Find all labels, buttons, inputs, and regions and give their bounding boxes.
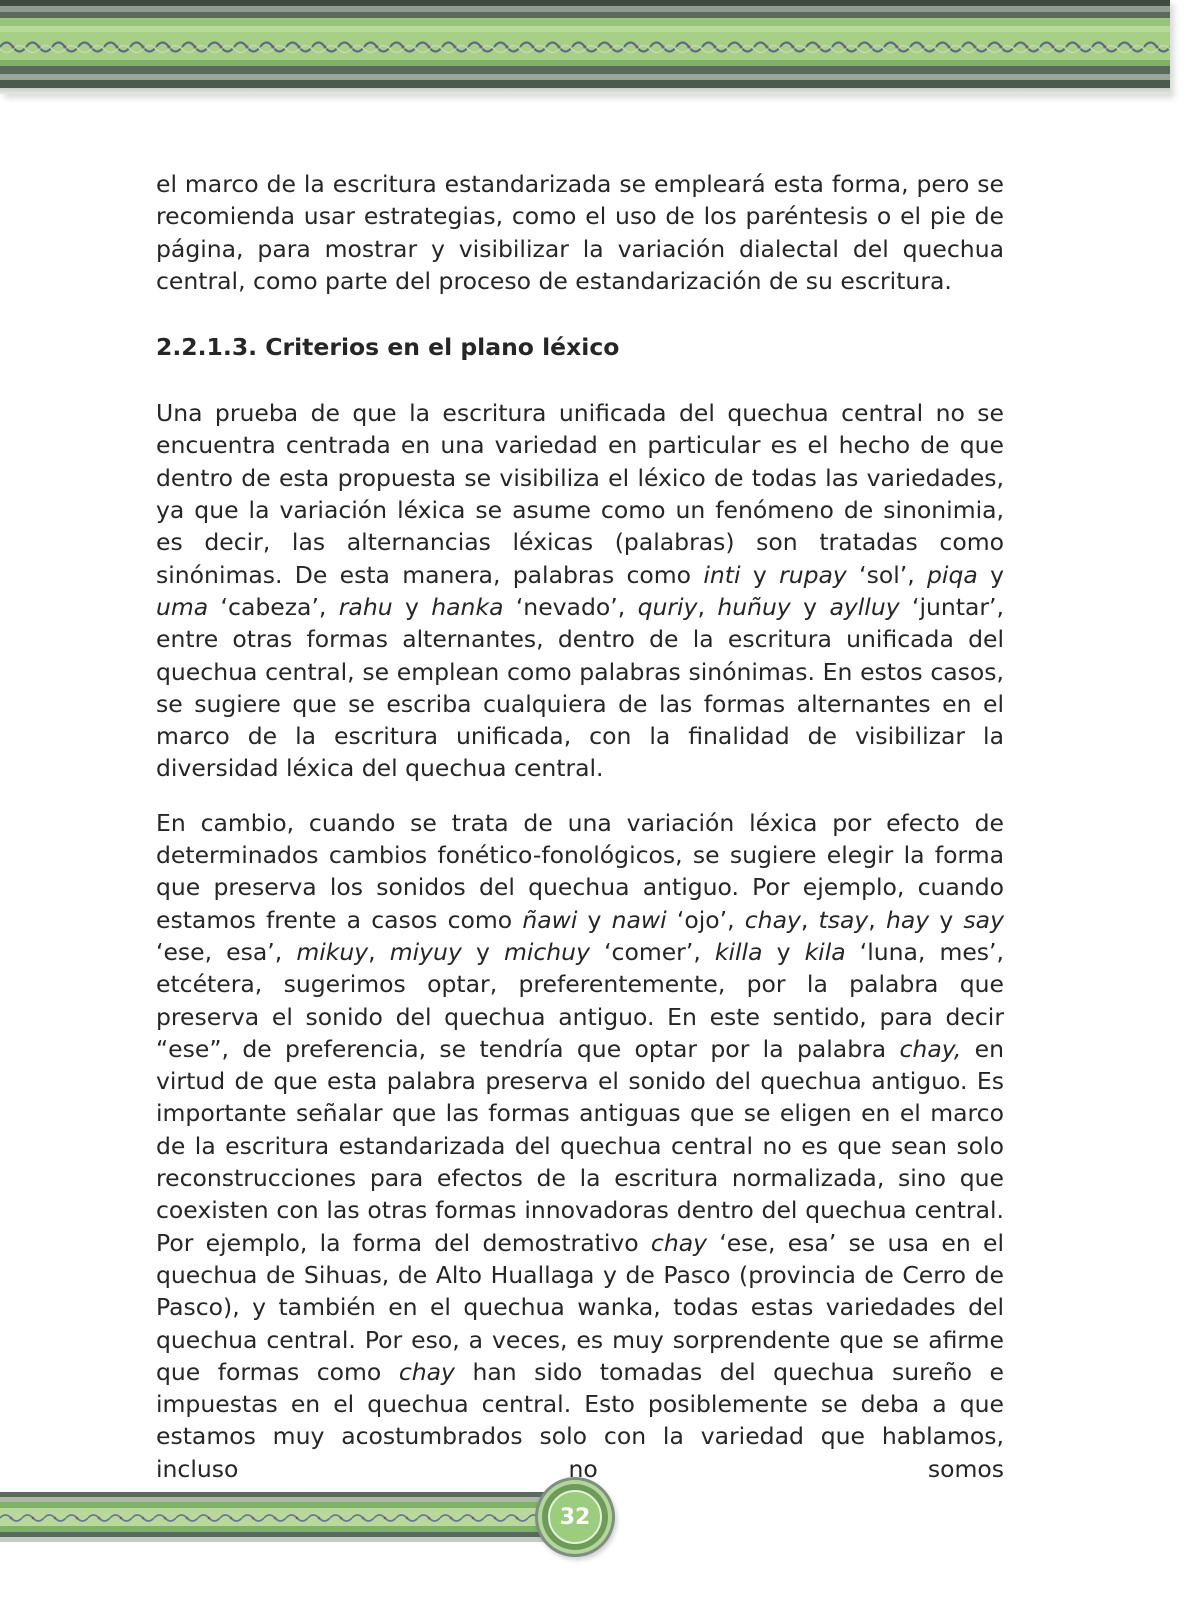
page-number-badge — [542, 1484, 608, 1550]
quechua-word: killa — [714, 937, 763, 966]
bottom-decorative-band — [0, 1492, 560, 1542]
quechua-word: hay — [885, 905, 930, 934]
woven-pattern-top — [0, 34, 1170, 60]
quechua-word: mikuy — [296, 937, 369, 966]
quechua-word: ñawi — [522, 905, 578, 934]
quechua-word: michuy — [503, 937, 590, 966]
page-content — [156, 168, 1004, 1485]
quechua-word: hanka — [431, 592, 504, 621]
quechua-word: rahu — [338, 592, 393, 621]
page-number: 32 — [548, 1490, 602, 1544]
woven-pattern-bottom — [0, 1510, 560, 1526]
quechua-word: uma — [156, 592, 209, 621]
quechua-word: piqa — [927, 560, 978, 589]
top-decorative-band — [0, 0, 1170, 94]
quechua-word: aylluy — [829, 592, 900, 621]
section-heading: 2.2.1.3. Criterios en el plano léxico — [156, 333, 620, 362]
paragraph-phonetic-variation: En cambio, cuando se trata de una variación léxica por efecto de determinados cambios fonético-fonológicos, se sugiere elegir la forma que preserva los sonidos del quechua antiguo. Por ejemplo, cuando estamos frente a casos como ñawi y nawi ‘ojo’, chay, tsay, hay y say ‘ese, esa’, mikuy, miyuy y michuy ‘comer’, killa y kila ‘luna, mes’, etcétera, sugerimos optar, preferentemente, por la palabra que preserva el sonido del quechua antiguo. En este sentido, para decir “ese”, de preferencia, se tendría que optar por la palabra chay, en virtud de que esta palabra preserva el sonido del quechua antiguo. Es importante señalar que las formas antiguas que se eligen en el marco de la escritura estandarizada del quechua central no es que sean solo reconstrucciones para efectos de la escritura normalizada, sino que coexisten con las otras formas innovadoras dentro del quechua central. Por ejemplo, la forma del demostrativo chay ‘ese, esa’ se usa en el quechua de Sihuas, de Alto Huallaga y de Pasco (provincia de Cerro de Pasco), y también en el quechua wanka, todas estas variedades del quechua central. Por eso, a veces, es muy sorprendente que se afirme que formas como chay han sido tomadas del quechua sureño e impuestas en el quechua central. Esto posiblemente se deba a que estamos muy acostumbrados solo con la variedad que hablamos, incluso no somos — [156, 808, 1005, 1483]
quechua-word: huñuy — [717, 592, 791, 621]
quechua-word: kila — [804, 937, 846, 966]
quechua-word: chay — [398, 1357, 455, 1386]
quechua-word: rupay — [779, 560, 847, 589]
paragraph-lexical-variation: Una prueba de que la escritura unificada del quechua central no se encuentra centrada en una variedad en particular es el hecho de que dentro de esta propuesta se visibiliza el léxico de todas las variedades, ya que la variación léxica se asume como un fenómeno de sinonimia, es decir, las alternancias léxicas (palabras) son tratadas como sinónimas. De esta manera, palabras como inti y rupay ‘sol’, piqa y uma ‘cabeza’, rahu y hanka ‘nevado’, quriy, huñuy y aylluy ‘juntar’, entre otras formas alternantes, dentro de la escritura unificada del quechua central, se emplean como palabras sinónimas. En estos casos, se sugiere que se escriba cualquiera de las formas alternantes en el marco de la escritura unificada, con la finalidad de visibilizar la diversidad léxica del quechua central. — [156, 399, 1004, 783]
quechua-word: chay — [650, 1228, 708, 1257]
quechua-word: quriy — [637, 592, 698, 621]
quechua-word: nawi — [611, 905, 667, 934]
quechua-word: miyuy — [389, 937, 462, 966]
quechua-word: tsay — [818, 905, 869, 934]
quechua-word: chay, — [899, 1034, 962, 1063]
quechua-word: say — [963, 905, 1004, 934]
intro-paragraph: el marco de la escritura estandarizada se empleará esta forma, pero se recomienda usar estrategias, como el uso de los paréntesis o el pie de página, para mostrar y visibilizar la variación dialectal del quechua central, como parte del proceso de estandarización de su escritura. — [156, 170, 1004, 295]
quechua-word: chay — [744, 905, 801, 934]
quechua-word: inti — [703, 560, 741, 589]
